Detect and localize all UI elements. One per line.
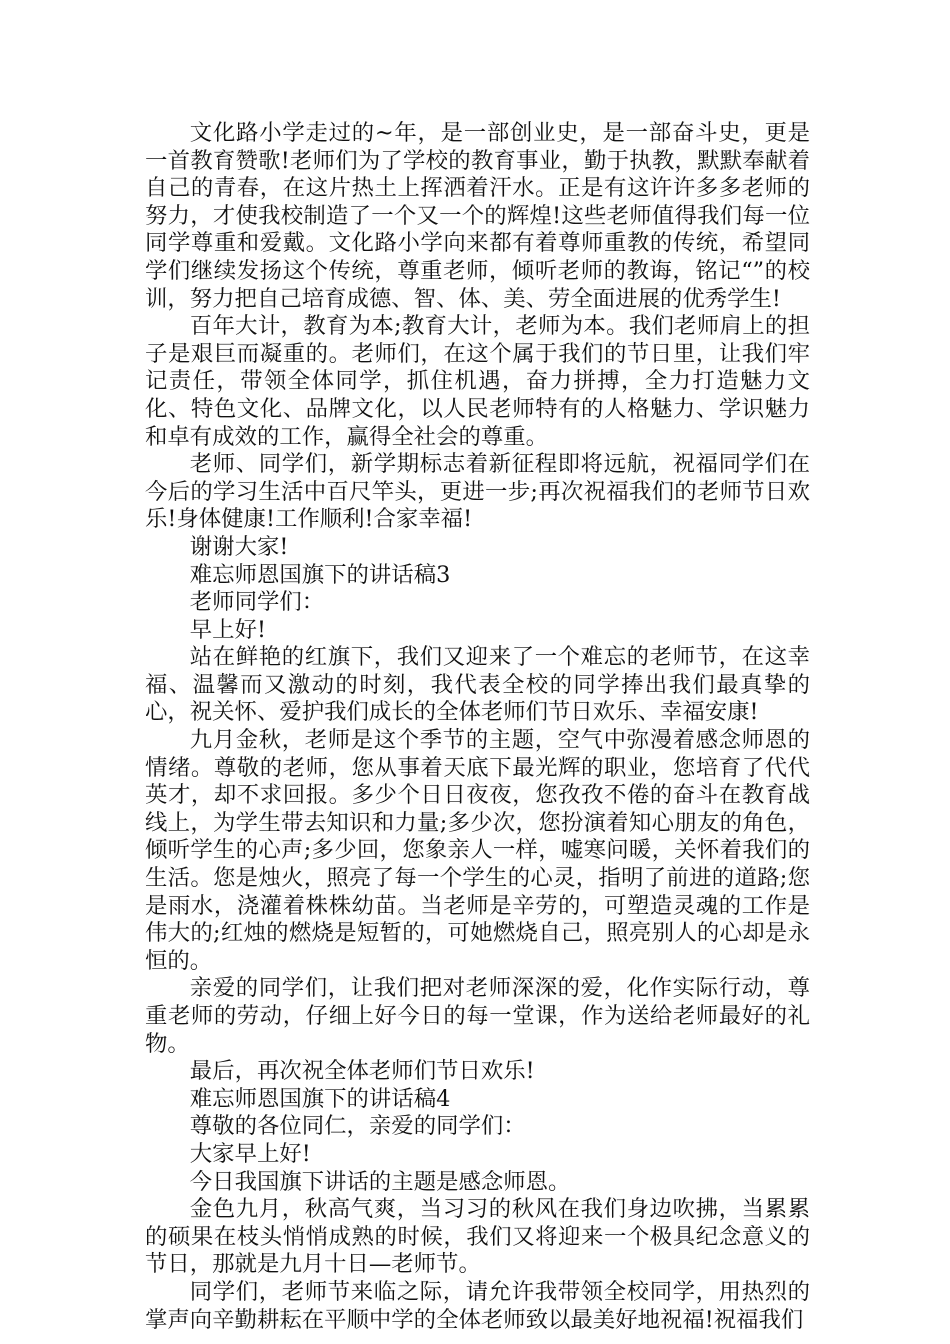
paragraph: 文化路小学走过的~年，是一部创业史，是一部奋斗史，更是一首教育赞歌!老师们为了学校的教育事业，勤于执教，默默奉献着自己的青春，在这片热土上挥洒着汗水。正是有这许许多多老师的努力，才使我校制造了一个又一个的辉煌!这些老师值得我们每一位同学尊重和爱戴。文化路小学向来都有着尊师重教的传统，希望同学们继续发扬这个传统，尊重老师，倾听老师的教诲，铭记“”的校训，努力把自己培育成德、智、体、美、劳全面进展的优秀学生! [145, 120, 810, 312]
closing-line: 谢谢大家! [189, 533, 289, 560]
paragraph: 金色九月，秋高气爽，当习习的秋风在我们身边吹拂，当累累的硕果在枝头悄悄成熟的时候，我们又将迎来一个极具纪念意义的节日，那就是九月十日—老师节。 [145, 1196, 810, 1278]
greeting: 早上好! [189, 616, 266, 643]
section-heading: 难忘师恩国旗下的讲话稿3 [189, 561, 451, 588]
paragraph: 百年大计，教育为本;教育大计，老师为本。我们老师肩上的担子是艰巨而凝重的。老师们，在这个属于我们的节日里，让我们牢记责任，带领全体同学，抓住机遇，奋力拼搏，全力打造魅力文化、特色文化、品牌文化，以人民老师特有的人格魅力、学识魅力和卓有成效的工作，赢得全社会的尊重。 [145, 313, 810, 450]
closing-line: 最后，再次祝全体老师们节日欢乐! [189, 1058, 535, 1085]
paragraph: 老师、同学们，新学期标志着新征程即将远航，祝福同学们在今后的学习生活中百尺竿头，更进一步;再次祝福我们的老师节日欢乐!身体健康!工作顺利!合家幸福! [145, 451, 810, 533]
paragraph: 站在鲜艳的红旗下，我们又迎来了一个难忘的老师节，在这幸福、温馨而又激动的时刻，我代表全校的同学捧出我们最真挚的心，祝关怀、爱护我们成长的全体老师们节日欢乐、幸福安康! [145, 644, 810, 726]
salutation: 尊敬的各位同仁，亲爱的同学们： [189, 1113, 526, 1140]
section-heading: 难忘师恩国旗下的讲话稿4 [189, 1085, 451, 1112]
paragraph: 亲爱的同学们，让我们把对老师深深的爱，化作实际行动，尊重老师的劳动，仔细上好今日的每一堂课，作为送给老师最好的礼物。 [145, 975, 810, 1057]
paragraph: 九月金秋，老师是这个季节的主题，空气中弥漫着感念师恩的情绪。尊敬的老师，您从事着天底下最光辉的职业，您培育了代代英才，却不求回报。多少个日日夜夜，您孜孜不倦的奋斗在教育战线上，为学生带去知识和力量;多少次，您扮演着知心朋友的角色，倾听学生的心声;多少回，您象亲人一样，嘘寒问暖，关怀着我们的生活。您是烛火，照亮了每一个学生的心灵，指明了前进的道路;您是雨水，浇灌着株株幼苗。当老师是辛劳的，可塑造灵魂的工作是伟大的;红烛的燃烧是短暂的，可她燃烧自己，照亮别人的心却是永恒的。 [145, 727, 810, 974]
greeting: 大家早上好! [189, 1140, 311, 1167]
paragraph: 今日我国旗下讲话的主题是感念师恩。 [189, 1168, 571, 1195]
salutation: 老师同学们： [189, 589, 325, 616]
paragraph: 同学们，老师节来临之际，请允许我带领全校同学，用热烈的掌声向辛勤耕耘在平顺中学的全体老师致以最美好地祝福!祝福我们 [145, 1278, 810, 1333]
document-body [145, 120, 810, 1334]
